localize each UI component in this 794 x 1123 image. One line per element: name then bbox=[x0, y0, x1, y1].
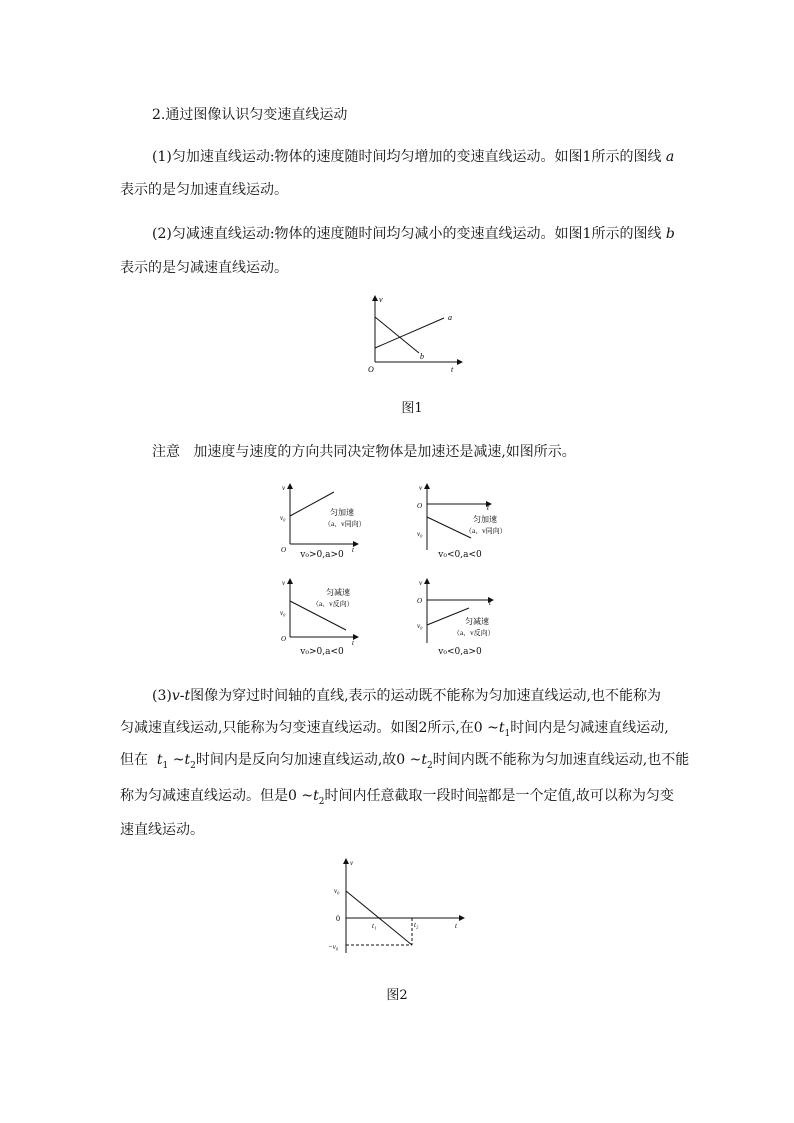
fig2-v0-label: v₀ bbox=[334, 887, 340, 895]
fig2-t2-label: t₂ bbox=[414, 921, 419, 929]
g1-line bbox=[290, 492, 334, 516]
graph-decel-neg bbox=[413, 575, 518, 647]
g3-v0: v₀ bbox=[280, 609, 286, 617]
para3-l3-tilde: ~ bbox=[172, 752, 185, 768]
fig1-t-label: t bbox=[451, 365, 454, 374]
g4-origin: O bbox=[417, 597, 423, 605]
fig1-a-label: a bbox=[448, 313, 452, 322]
g2-caption: v₀<0,a<0 bbox=[438, 550, 482, 560]
para2-text: (2)匀减速直线运动:物体的速度随时间均匀减小的变速直线运动。如图1所示的图线 bbox=[152, 226, 662, 242]
fig2-t-label: t bbox=[455, 922, 457, 930]
para3-t1-sub: 1 bbox=[504, 728, 511, 739]
g4-v-label: v bbox=[419, 579, 423, 587]
fig1-v-label: v bbox=[379, 295, 383, 304]
para3-text2b: 时间内是匀减速直线运动, bbox=[510, 720, 669, 736]
g3-t-label: t bbox=[352, 639, 354, 647]
g4-sub: （a、v反向） bbox=[453, 629, 495, 637]
para2-var: b bbox=[665, 226, 675, 242]
fig2-neg-v0-label: −v₀ bbox=[328, 943, 339, 951]
fig1-caption: 图1 bbox=[401, 401, 423, 416]
para2-line2: 表示的是匀减速直线运动。 bbox=[120, 260, 288, 276]
para3-l3-t1: t bbox=[156, 752, 163, 768]
g4-line bbox=[427, 608, 469, 625]
figure-2 bbox=[326, 855, 471, 955]
g3-label: 匀减速 bbox=[326, 588, 350, 597]
fig2-v-label: v bbox=[350, 859, 354, 867]
frac-numerator: Δv bbox=[478, 787, 488, 796]
para3-l3-t2-sub: 2 bbox=[190, 760, 196, 771]
g4-label: 匀减速 bbox=[465, 617, 489, 626]
para3-line1 bbox=[152, 685, 661, 705]
g2-sub: （a、v同向） bbox=[465, 527, 507, 535]
g3-caption: v₀>0,a<0 bbox=[300, 647, 344, 657]
para3-text3a: 但在 bbox=[120, 752, 148, 768]
g1-origin: O bbox=[281, 546, 287, 554]
para3-text1: 图像为穿过时间轴的直线,表示的运动既不能称为匀加速直线运动,也不能称为 bbox=[190, 688, 662, 704]
para3-text4c: 都是一个定值,故可以称为匀变 bbox=[487, 788, 674, 804]
fig1-b-label: b bbox=[420, 352, 424, 361]
note-line bbox=[152, 441, 576, 461]
figure-1 bbox=[362, 290, 472, 376]
g4-v0: v₀ bbox=[417, 622, 423, 630]
para3-text4b: 时间内任意截取一段时间 bbox=[324, 788, 479, 804]
fig1-line-b bbox=[375, 317, 419, 353]
para3-text3b: 时间内是反向匀加速直线运动,故0 ~ bbox=[195, 752, 422, 768]
para1-line1 bbox=[152, 146, 674, 166]
g3-v-label: v bbox=[282, 579, 286, 587]
para3-l3-t3-sub: 2 bbox=[427, 760, 433, 771]
note-text: 加速度与速度的方向共同决定物体是加速还是减速,如图所示。 bbox=[193, 444, 576, 460]
g2-v-label: v bbox=[419, 484, 423, 492]
para1-text: (1)匀加速直线运动:物体的速度随时间均匀增加的变速直线运动。如图1所示的图线 bbox=[152, 149, 662, 165]
para3-prefix: (3) bbox=[152, 688, 172, 704]
para3-l3-t3: t bbox=[421, 752, 428, 768]
g3-origin: O bbox=[281, 635, 287, 643]
fig2-caption: 图2 bbox=[386, 988, 408, 1003]
para3-l4-t-sub: 2 bbox=[318, 796, 325, 807]
g1-v-label: v bbox=[282, 484, 286, 492]
fig1-line-a bbox=[375, 318, 444, 348]
para3-vt: v-t bbox=[171, 688, 191, 704]
frac-denominator: Δt bbox=[479, 795, 487, 804]
graph-decel-pos bbox=[276, 575, 366, 647]
g2-label: 匀加速 bbox=[473, 515, 497, 524]
g3-sub: （a、v反向） bbox=[312, 600, 354, 608]
para3-text3c: 时间内既不能称为匀加速直线运动,也不能 bbox=[432, 752, 690, 768]
fig2-zero-label: 0 bbox=[336, 914, 340, 923]
g4-t-label: t bbox=[489, 599, 491, 607]
para3-l4-t: t bbox=[313, 788, 319, 804]
section-heading: 2.通过图像认识匀变速直线运动 bbox=[152, 107, 348, 123]
para3-line2 bbox=[120, 717, 669, 739]
g1-caption: v₀>0,a>0 bbox=[300, 550, 344, 560]
g1-v0: v₀ bbox=[280, 514, 286, 522]
para3-text4a: 称为匀减速直线运动。但是0 ~ bbox=[120, 788, 314, 804]
para3-text2a: 匀减速直线运动,只能称为匀变速直线运动。如图2所示,在0 ~ bbox=[120, 720, 499, 736]
g1-sub: （a、v同向） bbox=[324, 520, 366, 528]
para3-t1: t bbox=[498, 720, 505, 736]
g2-v0: v₀ bbox=[417, 530, 423, 538]
para3-line3 bbox=[120, 749, 689, 771]
fig1-origin-label: O bbox=[368, 365, 374, 374]
note-label: 注意 bbox=[152, 444, 180, 460]
g1-label: 匀加速 bbox=[330, 508, 354, 517]
para3-line5: 速直线运动。 bbox=[120, 822, 204, 838]
para3-line4 bbox=[120, 785, 674, 807]
para1-line2: 表示的是匀加速直线运动。 bbox=[120, 182, 288, 198]
para3-l3-t2: t bbox=[184, 752, 191, 768]
para1-var: a bbox=[665, 149, 675, 165]
g4-caption: v₀<0,a>0 bbox=[438, 647, 482, 657]
g2-origin: O bbox=[417, 502, 423, 510]
para2-line1 bbox=[152, 223, 675, 243]
para3-l3-t1-sub: 1 bbox=[162, 760, 169, 771]
fig2-t1-label: t₁ bbox=[372, 922, 377, 930]
g1-t-label: t bbox=[352, 546, 354, 554]
g2-t-label: t bbox=[487, 504, 489, 512]
